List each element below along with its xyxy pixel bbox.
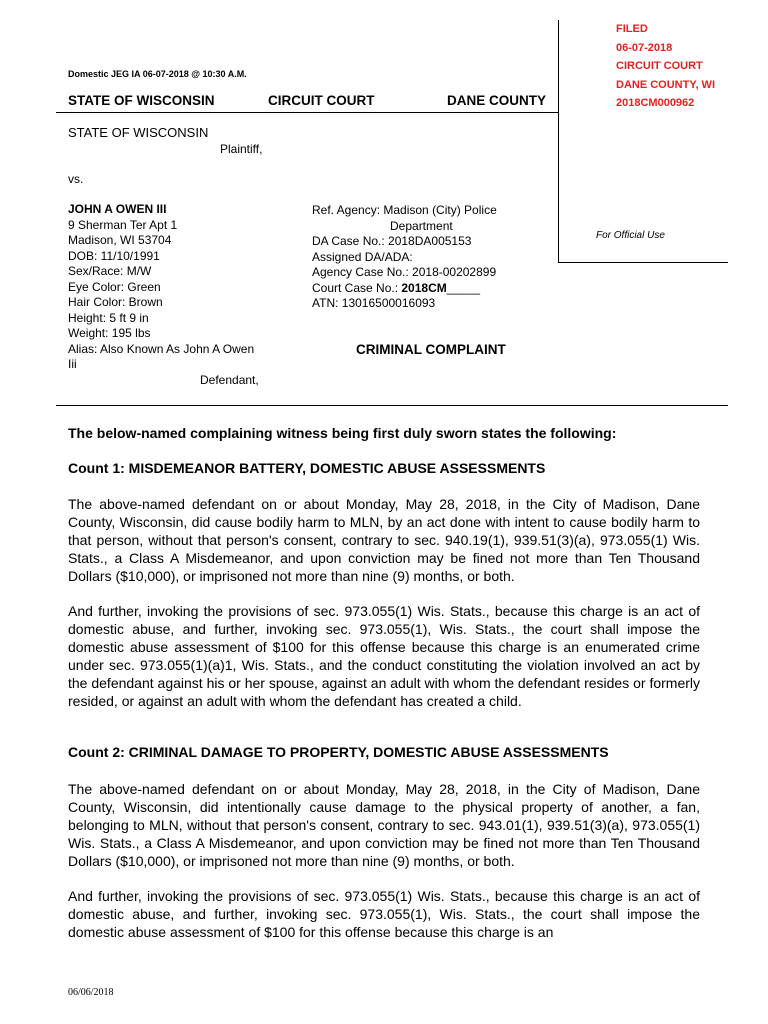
- defendant-eye-color: Eye Color: Green: [68, 279, 161, 294]
- versus-label: vs.: [68, 172, 84, 186]
- header-rule: [56, 112, 558, 113]
- count-1-paragraph-2: And further, invoking the provisions of sec. 973.055(1) Wis. Stats., because this charge is an act of domestic abuse, and further, invoking sec. 973.055(1), Wis. Stats., the court shall impose the domestic abuse assessment of $100 for this offense because this charge is an enumerated crime under sec. 973.055(1)(a)1, Wis. Stats., and the conduct constituting the violation involved an act by the defendant against his or her spouse, against an adult with whom the defendant resides or formerly resided, or against an adult with whom the defendant has created a child.: [68, 603, 700, 709]
- defendant-weight: Weight: 195 lbs: [68, 326, 151, 340]
- court-state: STATE OF WISCONSIN: [68, 93, 215, 108]
- count-1-paragraph-1: The above-named defendant on or about Monday, May 28, 2018, in the City of Madison, Dane County, Wisconsin, did cause bodily harm to MLN, by an act done with intent to cause bodily harm to that person, without that person's consent, contrary to sec. 940.19(1), 939.51(3)(a), 973.055(1) Wis. Stats., a Class A Misdemeanor, and upon conviction may be fined not more than Ten Thousand Dollars ($10,000), or imprisoned not more than nine (9) months, or both.: [68, 496, 700, 584]
- official-use-label: For Official Use: [596, 230, 665, 241]
- defendant-sex-race: Sex/Race: M/W: [68, 264, 152, 278]
- stamp-line-court: CIRCUIT COURT: [616, 60, 703, 72]
- filed-header: Domestic JEG IA 06-07-2018 @ 10:30 A.M.: [68, 69, 247, 79]
- count-2-paragraph-2: And further, invoking the provisions of sec. 973.055(1) Wis. Stats., because this charge is an act of domestic abuse, and further, invoking sec. 973.055(1), Wis. Stats., the court shall impose the domestic abuse assessment of $100 for this offense because this charge is an: [68, 888, 700, 940]
- defendant-address-1: 9 Sherman Ter Apt 1: [68, 217, 178, 232]
- court-county: DANE COUNTY: [447, 93, 547, 108]
- defendant-hair-color: Hair Color: Brown: [68, 295, 163, 309]
- stamp-line-date: 06-07-2018: [616, 41, 673, 54]
- reference-block: [312, 203, 497, 312]
- document-title: CRIMINAL COMPLAINT: [356, 342, 506, 357]
- court-case-blank: _____: [446, 280, 481, 295]
- defendant-role: Defendant,: [200, 373, 259, 387]
- plaintiff-role: Plaintiff,: [220, 142, 263, 156]
- defendant-alias: Alias: Also Known As John A Owen: [68, 341, 255, 356]
- defendant-block: [68, 202, 254, 373]
- count-2-paragraph-1: The above-named defendant on or about Monday, May 28, 2018, in the City of Madison, Dane County, Wisconsin, did intentionally cause damage to the physical property of another, a fan, belonging to MLN, without that person's consent, contrary to sec. 943.01(1), 939.51(3)(a), 973.055(1) Wis. Stats., a Class A Misdemeanor, and upon conviction may be fined not more than Ten Thousand Dollars ($10,000), or imprisoned not more than nine (9) months, or both.: [68, 781, 700, 869]
- defendant-dob: DOB: 11/10/1991: [68, 248, 160, 263]
- stamp-line-filed: FILED: [616, 23, 648, 35]
- official-use-divider: [558, 20, 559, 262]
- ref-agency-cont: Department: [390, 218, 453, 233]
- count-2-heading: Count 2: CRIMINAL DAMAGE TO PROPERTY, DOMESTIC ABUSE ASSESSMENTS: [68, 744, 609, 760]
- footer-date: 06/06/2018: [68, 987, 114, 998]
- da-case-number: DA Case No.: 2018DA005153: [312, 234, 472, 248]
- defendant-height: Height: 5 ft 9 in: [68, 310, 149, 325]
- court-name: CIRCUIT COURT: [268, 93, 375, 108]
- defendant-name: JOHN A OWEN III: [68, 202, 167, 216]
- intro-heading: The below-named complaining witness being first duly sworn states the following:: [68, 425, 617, 441]
- agency-case-number: Agency Case No.: 2018-00202899: [312, 265, 497, 279]
- atn-number: ATN: 13016500016093: [312, 296, 436, 310]
- official-use-bottom-rule: [558, 262, 728, 263]
- court-case-label: Court Case No.:: [312, 280, 402, 295]
- filed-stamp: [616, 20, 715, 113]
- caption-rule: [56, 405, 728, 406]
- stamp-line-case-number: 2018CM000962: [616, 97, 695, 109]
- defendant-alias-cont: Iii: [68, 357, 77, 371]
- stamp-line-county: DANE COUNTY, WI: [616, 78, 715, 91]
- court-case-value: 2018CM: [401, 280, 447, 295]
- plaintiff-name: STATE OF WISCONSIN: [68, 125, 209, 140]
- count-1-heading: Count 1: MISDEMEANOR BATTERY, DOMESTIC ABUSE ASSESSMENTS: [68, 460, 546, 476]
- assigned-da: Assigned DA/ADA:: [312, 249, 413, 264]
- defendant-address-2: Madison, WI 53704: [68, 233, 172, 247]
- ref-agency: Ref. Agency: Madison (City) Police: [312, 203, 497, 217]
- court-case-number: [312, 281, 497, 297]
